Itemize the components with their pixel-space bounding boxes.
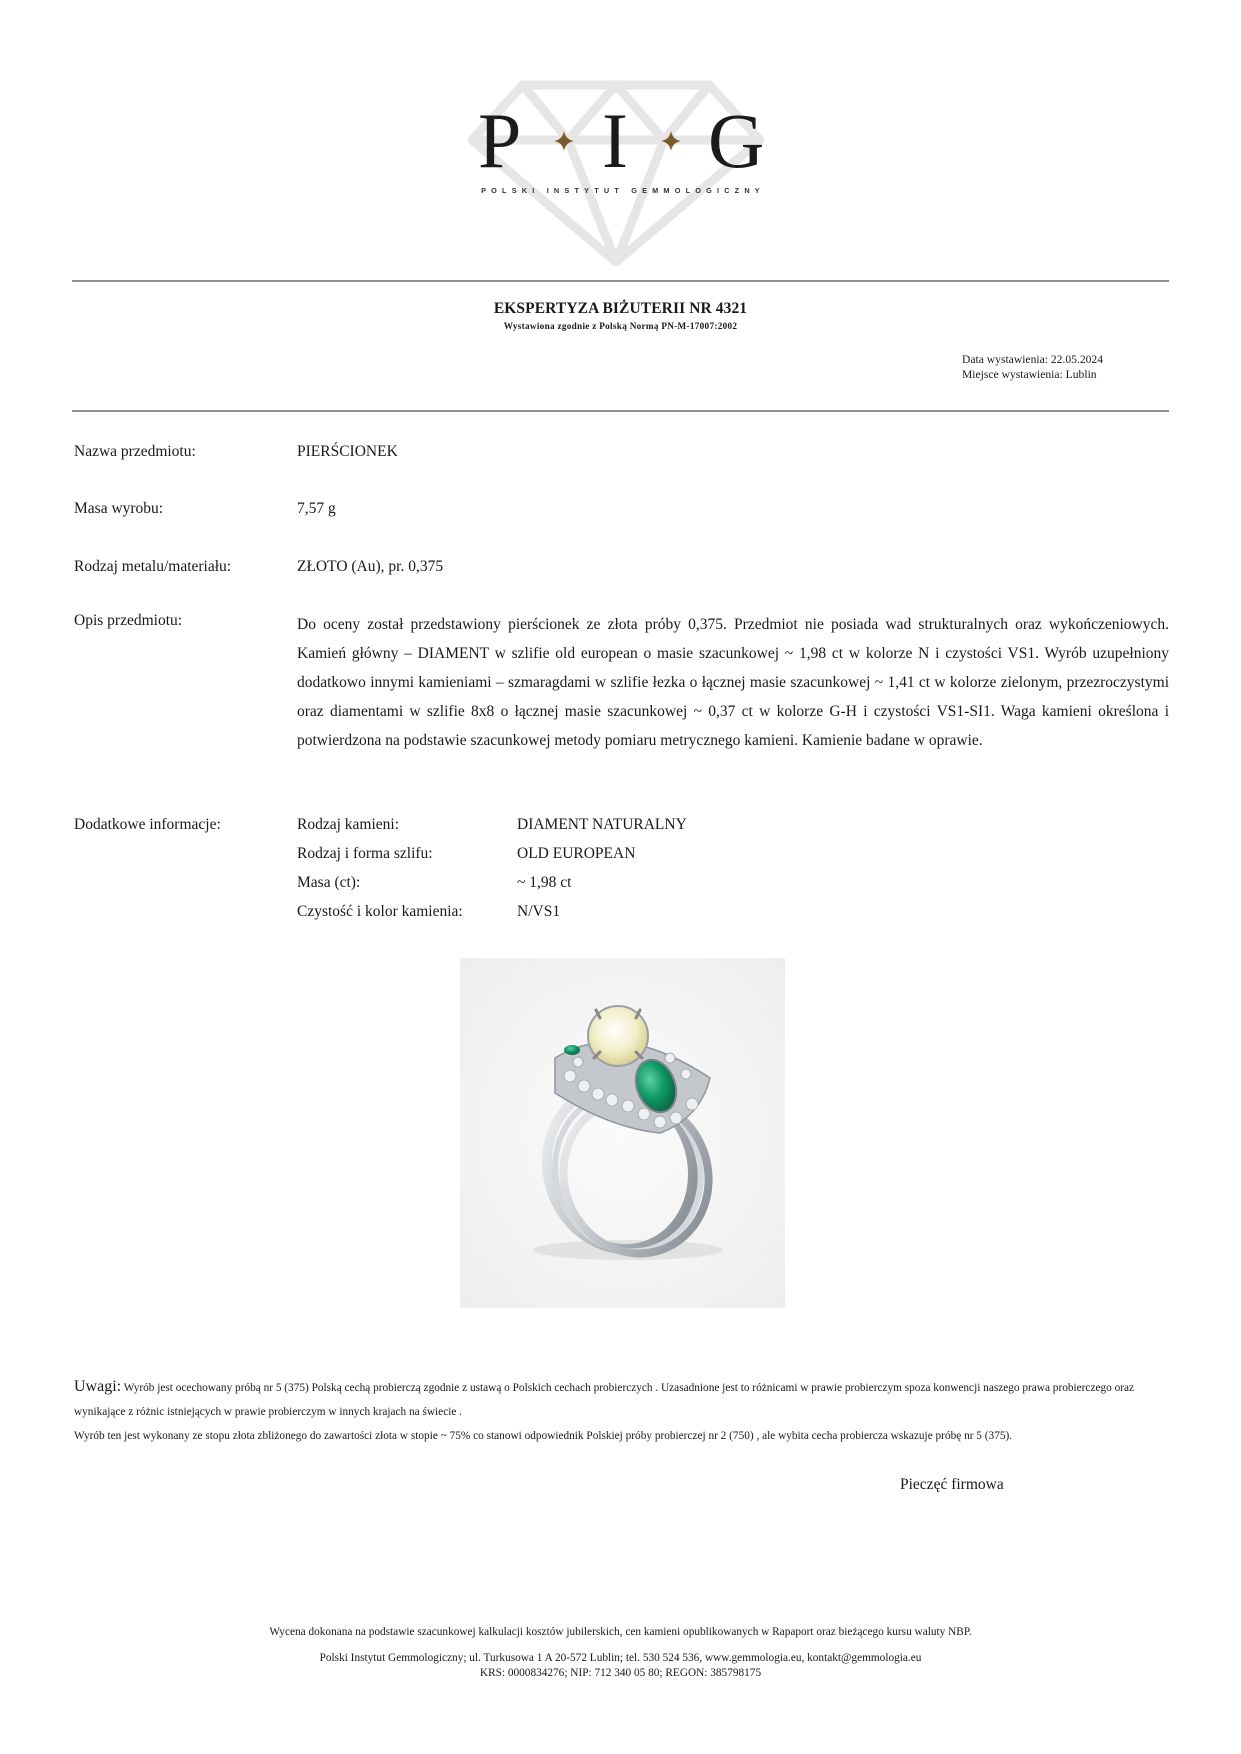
additional-value: ~ 1,98 ct xyxy=(517,874,572,891)
document-subtitle: Wystawiona zgodnie z Polską Normą PN-M-17007:2002 xyxy=(503,321,738,331)
field-label: Rodzaj metalu/materiału: xyxy=(74,558,232,575)
logo-letter-i: I xyxy=(602,97,628,184)
remarks-text: Wyrób jest ocechowany próbą nr 5 (375) Polską cechą probierczą zgodnie z ustawą o Polskich cechach probierczych . Uzasadnione jest to różnicami w prawie probierczym spoza konwencji naszego prawa probierczego oraz wynikające z różnic istniejących w prawie probierczym w innych krajach na świecie . xyxy=(74,1382,1135,1418)
star-ornament-icon xyxy=(554,131,574,151)
logo-tagline: POLSKI INSTYTUT GEMMOLOGICZNY xyxy=(481,186,765,195)
additional-value: DIAMENT NATURALNY xyxy=(517,816,687,833)
field-value: PIERŚCIONEK xyxy=(297,443,398,460)
star-ornament-icon xyxy=(661,131,681,151)
additional-key: Rodzaj i forma szlifu: xyxy=(297,845,433,862)
logo-wordmark xyxy=(478,97,768,184)
field-label: Nazwa przedmiotu: xyxy=(74,443,196,460)
field-label: Masa wyrobu: xyxy=(74,500,164,517)
description-text: Do oceny został przedstawiony pierścionek ze złota próby 0,375. Przedmiot nie posiada wad strukturalnych oraz wykończeniowych. Kamień główny – DIAMENT w szlifie old european o masie szacunkowej ~ 1,98 ct w kolorze N i czystości VS1. Wyrób uzupełniony dodatkowo innymi kamieniami – szmaragdami w szlifie łezka o łącznej masie szacunkowej ~ 1,41 ct w kolorze zielonym, przezroczystymi oraz diamentami w szlifie 8x8 o łącznej masie szacunkowej ~ 0,37 ct w kolorze G-H i czystości VS1-SI1. Waga kamieni określona i potwierdzona na podstawie szacunkowej metody pomiaru metrycznego kamieni. Kamienie badane w oprawie. xyxy=(297,616,1169,749)
additional-key: Czystość i kolor kamienia: xyxy=(297,903,463,920)
footer-valuation-note: Wycena dokonana na podstawie szacunkowej kalkulacji kosztów jubilerskich, cen kamieni opublikowanych w Rapaport oraz bieżącego kursu waluty NBP. xyxy=(269,1626,972,1638)
field-value: 7,57 g xyxy=(297,500,336,517)
additional-key: Masa (ct): xyxy=(297,874,361,891)
remarks xyxy=(74,1375,1169,1448)
footer-address: Polski Instytut Gemmologiczny; ul. Turkusowa 1 A 20-572 Lublin; tel. 530 524 536, www.gemmologia.eu, kontakt@gemmologia.eu xyxy=(319,1652,922,1664)
logo-letter-p: P xyxy=(478,97,522,184)
remarks-line-1 xyxy=(74,1375,1169,1424)
ring-photo xyxy=(460,958,785,1308)
section-divider xyxy=(72,410,1169,412)
issue-meta xyxy=(962,352,1103,382)
logo-letter-g: G xyxy=(708,97,765,184)
field-value: ZŁOTO (Au), pr. 0,375 xyxy=(297,558,444,575)
remarks-label: Uwagi: xyxy=(74,1378,122,1395)
header-divider xyxy=(72,280,1169,282)
field-label: Dodatkowe informacje: xyxy=(74,816,221,833)
additional-value: N/VS1 xyxy=(517,903,561,920)
document-title: EKSPERTYZA BIŻUTERII NR 4321 xyxy=(493,300,748,317)
additional-key: Rodzaj kamieni: xyxy=(297,816,400,833)
field-label: Opis przedmiotu: xyxy=(74,612,183,629)
additional-value: OLD EUROPEAN xyxy=(517,845,636,862)
issue-date: Data wystawienia: 22.05.2024 xyxy=(962,353,1104,366)
issue-place: Miejsce wystawienia: Lublin xyxy=(962,368,1097,381)
company-stamp-label: Pieczęć firmowa xyxy=(900,1476,1004,1493)
remarks-line-2: Wyrób ten jest wykonany ze stopu złota zbliżonego do zawartości złota w stopie ~ 75% co stanowi odpowiednik Polskiej próby probierczej nr 2 (750) , ale wybita cecha probiercza wskazuje próbę nr 5 (375). xyxy=(74,1430,1013,1442)
footer-registry: KRS: 0000834276; NIP: 712 340 05 80; REGON: 385798175 xyxy=(479,1667,762,1679)
ring-image-icon xyxy=(460,958,785,1308)
